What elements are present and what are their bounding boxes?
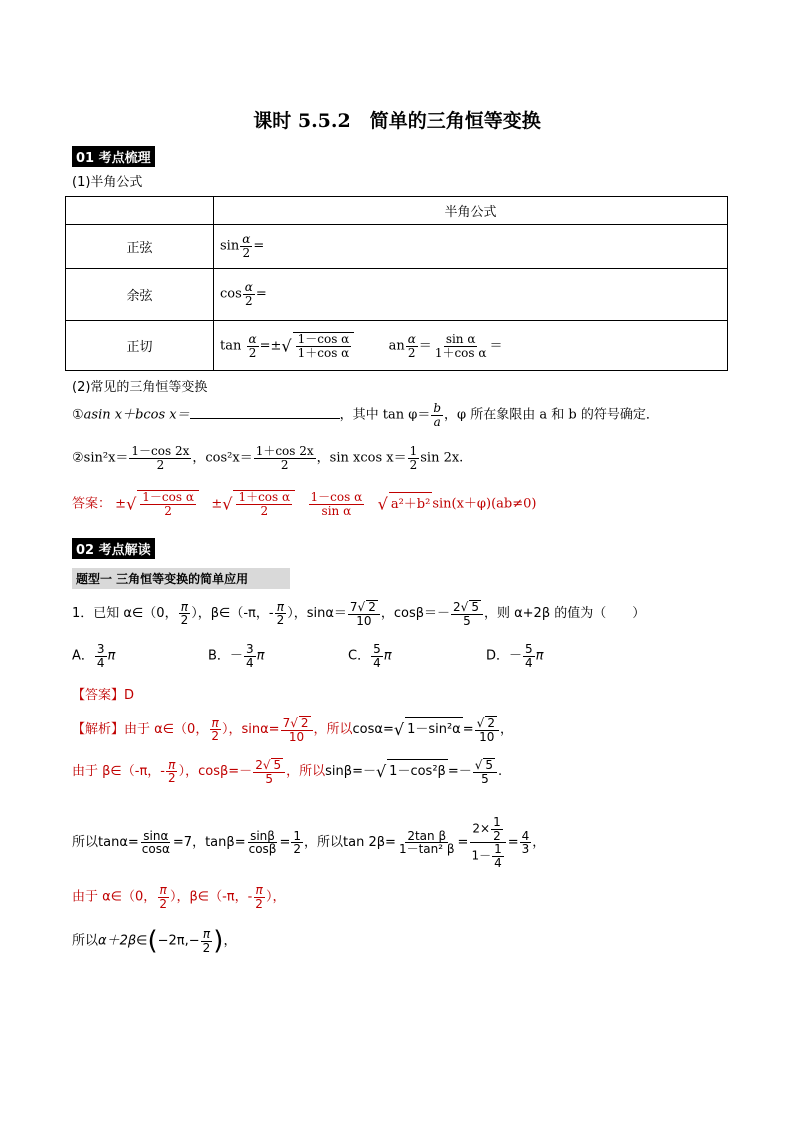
explanation-line-1: 【解析】由于 α∈（0， $\frac{\pi}{2}$ ），sinα= $\frac{7√ 2}{10}$ ，所以cosα=√ 1－sin²α = $\frac{√ 2}{10}$ ， (72, 715, 513, 744)
formula-2: ②sin²x＝ $\frac{1-\cos 2x}{2}$ ，cos²x＝ $\frac{1+\cos 2x}{2}$ ，sin xcos x＝ $\frac{1}{2}$ sin 2x. (72, 444, 464, 472)
sine-formula: sin $\frac{\alpha}{2}$ = (214, 225, 728, 269)
table-header: 半角公式 (214, 197, 728, 225)
explanation-line-2: 由于 β∈（-π，- $\frac{\pi}{2}$ ），cosβ=－ $\frac{2√ 5}{5}$ ，所以sinβ=－√ 1－cos²β =－ $\frac{√ 5}{5}$ . (72, 757, 503, 786)
half-angle-table (65, 196, 728, 371)
section-header-2 (72, 538, 155, 559)
section-badge: 01 (76, 151, 95, 166)
subheading-half-angle: (1)半角公式 (72, 175, 143, 190)
section-label: 考点解读 (98, 543, 151, 558)
subheading-identities: (2)常见的三角恒等变换 (72, 380, 208, 395)
option-d[interactable]: D．－ $\frac{5}{4}$ π (486, 642, 544, 670)
option-a[interactable]: A． $\frac{3}{4}$ π (72, 642, 116, 670)
question-1: 1．已知 α∈（0， $\frac{\pi}{2}$ ），β∈（-π，- $\frac{\pi}{2}$ ），sinα＝ $\frac{7√ 2}{10}$ ，cosβ＝－ $\frac{2√ 5}{5}$ ，则 α+2β 的值为（ ） (72, 599, 646, 628)
option-b[interactable]: B．－ $\frac{3}{4}$ π (208, 642, 265, 670)
section-label: 考点梳理 (98, 151, 151, 166)
section-header-1 (72, 146, 155, 167)
explanation-line-5: 所以α＋2β∈(−2π,− $\frac{\pi}{2}$ )， (72, 926, 237, 956)
question-type-bar: 题型一 三角恒等变换的简单应用 (72, 568, 290, 589)
tangent-formula: tan $\frac{\alpha}{2}$ =±√ $\frac{\text{1－cos α}}{\text{1＋cos α}}$ an $\frac{\alpha}{2}$ ＝ $\frac{\text{sin α}}{\text{1＋cos α}}$ ＝ (214, 321, 728, 371)
cosine-formula: cos $\frac{\alpha}{2}$ = (214, 269, 728, 321)
formula-1: ①asin x＋bcos x＝ ，其中 tan φ＝ $\frac{b}{a}$ ，φ 所在象限由 a 和 b 的符号确定． (72, 401, 659, 429)
answer-line: 答案： ±√ $\frac{\text{1－cos α}}{2}$ ±√ $\frac{\text{1＋cos α}}{2}$ $\frac{\text{1－cos α}}{\text{sin α}}$ √ a²＋b² sin(x＋φ)(ab≠0) (72, 490, 537, 518)
answer-blank (190, 408, 340, 419)
row-label-sine: 正弦 (66, 225, 214, 269)
section-badge: 02 (76, 543, 95, 558)
explanation-line-3: 所以tanα= $\frac{\sin\alpha}{\cos\alpha}$ =7，tanβ= $\frac{\sin\beta}{\cos\beta}$ = $\frac{1}{2}$ ，所以tan 2β= $\frac{\text{2tan β}}{\text{1－tan² β}}$ = 2× $\frac{1}{2}$ 1－ $\frac{1}{4}$ = $\frac{4}{3}$ ， (72, 815, 546, 870)
option-c[interactable]: C． $\frac{5}{4}$ π (348, 642, 392, 670)
explanation-line-4: 由于 α∈（0， $\frac{\pi}{2}$ ），β∈（-π，- $\frac{\pi}{2}$ ）， (72, 883, 286, 911)
page-title: 课时 5.5.2 简单的三角恒等变换 (253, 110, 541, 132)
row-label-tangent: 正切 (66, 321, 214, 371)
answer-label: 【答案】D (72, 688, 135, 703)
row-label-cosine: 余弦 (66, 269, 214, 321)
